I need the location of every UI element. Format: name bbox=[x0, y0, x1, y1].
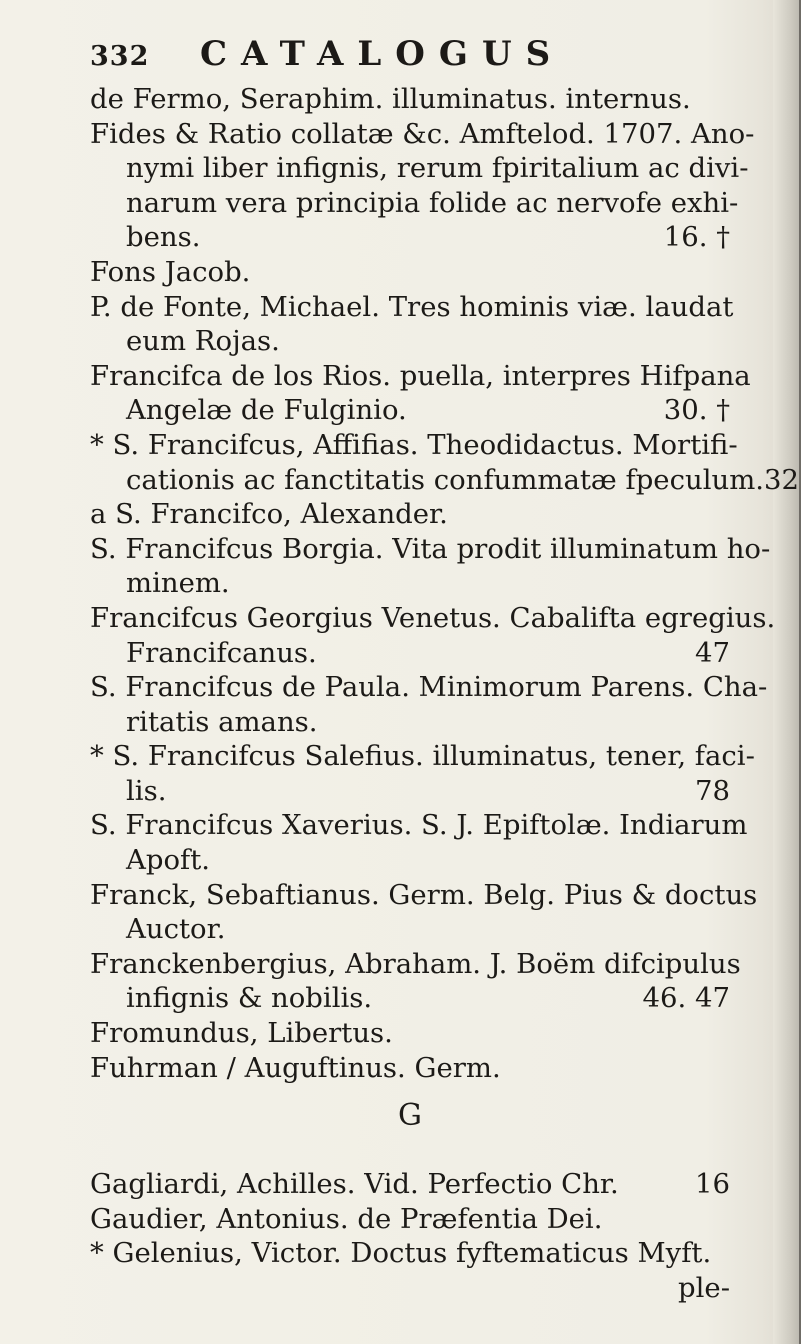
line-text: Fons Jacob. bbox=[90, 255, 251, 288]
page-reference: 46. 47 bbox=[642, 982, 730, 1015]
page-number: 332 bbox=[90, 41, 150, 72]
catalogue-line bbox=[90, 981, 730, 1016]
line-text: * S. Francifcus, Affifias. Theodidactus. Mortifi- bbox=[90, 428, 738, 461]
line-text: eum Rojas. bbox=[126, 325, 280, 358]
catalogue-line bbox=[90, 463, 800, 498]
line-text: de Fermo, Seraphim. illuminatus. internus. bbox=[90, 83, 691, 115]
running-title: CATALOGUS bbox=[200, 34, 565, 74]
catalogue-line bbox=[90, 705, 730, 740]
catalogue-line bbox=[90, 808, 748, 843]
line-text: Fromundus, Libertus. bbox=[90, 1017, 393, 1050]
catalogue-line bbox=[90, 359, 751, 394]
catalogue-line bbox=[90, 82, 730, 117]
line-text: * S. Francifcus Salefius. illuminatus, tener, faci- bbox=[90, 740, 755, 773]
line-text: Franckenbergius, Abraham. J. Boëm difcipulus bbox=[90, 947, 741, 980]
line-text: * Gelenius, Victor. Doctus fyftematicus Myft. bbox=[90, 1237, 712, 1270]
page-header bbox=[90, 34, 650, 80]
catalogue-line bbox=[90, 1051, 730, 1086]
line-text: ple- bbox=[678, 1272, 730, 1304]
catalogue-line bbox=[90, 878, 758, 913]
line-text: a S. Francifco, Alexander. bbox=[90, 498, 448, 531]
catalogue-line bbox=[90, 774, 730, 809]
catalogue-line bbox=[90, 1016, 730, 1051]
line-text: cationis ac fanctitatis confummatæ fpeculum.32 bbox=[126, 463, 800, 496]
line-text: lis. bbox=[126, 774, 167, 807]
line-text: Apoft. bbox=[126, 844, 210, 877]
catalogue-line bbox=[90, 1236, 730, 1271]
line-text: S. Francifcus Borgia. Vita prodit illuminatum ho- bbox=[90, 532, 771, 565]
page-reference: 16. † bbox=[663, 221, 730, 254]
catalogue-line bbox=[90, 290, 734, 325]
catalogue-line bbox=[90, 566, 730, 601]
page-reference: 78 bbox=[695, 774, 730, 807]
line-text: Fuhrman / Auguftinus. Germ. bbox=[90, 1051, 501, 1084]
catalogue-line bbox=[90, 151, 749, 186]
line-text: Franck, Sebaftianus. Germ. Belg. Pius & doctus bbox=[90, 878, 758, 911]
line-text: S. Francifcus de Paula. Minimorum Parens. Cha- bbox=[90, 671, 768, 704]
catalogue-line bbox=[90, 912, 730, 947]
line-text: Auctor. bbox=[126, 913, 226, 946]
line-text: nymi liber infignis, rerum fpiritalium ac divi- bbox=[126, 152, 749, 185]
line-text: Francifca de los Rios. puella, interpres Hifpana bbox=[90, 359, 751, 392]
line-text: Gaudier, Antonius. de Præfentia Dei. bbox=[90, 1202, 603, 1235]
line-text: S. Francifcus Xaverius. S. J. Epiftolæ. Indiarum bbox=[90, 809, 748, 842]
catalogue-line bbox=[90, 1271, 730, 1306]
catalogue-line bbox=[90, 497, 730, 532]
section-letter: G bbox=[398, 1098, 422, 1134]
line-text: Fides & Ratio collatæ &c. Amftelod. 1707. Ano- bbox=[90, 117, 755, 150]
line-text: P. de Fonte, Michael. Tres hominis viæ. laudat bbox=[90, 290, 734, 323]
catalogue-body bbox=[90, 82, 800, 1306]
catalogue-line bbox=[90, 636, 730, 671]
line-text: infignis & nobilis. bbox=[126, 982, 373, 1015]
line-text: Angelæ de Fulginio. bbox=[126, 394, 407, 427]
page-reference: 30. † bbox=[663, 394, 730, 427]
line-text: Francifcus Georgius Venetus. Cabalifta egregius. bbox=[90, 601, 776, 634]
catalogue-line bbox=[90, 428, 738, 463]
line-text: Francifcanus. bbox=[126, 636, 317, 669]
catalogue-line bbox=[90, 186, 739, 221]
catalogue-line bbox=[90, 1202, 730, 1237]
line-text: narum vera principia folide ac nervofe exhi- bbox=[126, 186, 739, 219]
catalogue-line bbox=[90, 601, 776, 636]
catalogue-line bbox=[90, 947, 741, 982]
catalogue-line bbox=[90, 670, 768, 705]
page-reference: 47 bbox=[695, 636, 730, 669]
spacer bbox=[90, 1139, 730, 1167]
spacer bbox=[90, 1085, 730, 1095]
line-text: minem. bbox=[126, 567, 230, 600]
catalogue-line bbox=[90, 739, 755, 774]
catalogue-line bbox=[90, 324, 730, 359]
catalogue-line bbox=[90, 393, 730, 428]
catalogue-line bbox=[90, 220, 730, 255]
line-text: ritatis amans. bbox=[126, 705, 318, 738]
page-reference: 16 bbox=[695, 1168, 730, 1201]
catalogue-line bbox=[90, 1167, 730, 1202]
page-edge bbox=[773, 0, 801, 1344]
catalogue-line bbox=[90, 843, 730, 878]
line-text: Gagliardi, Achilles. Vid. Perfectio Chr. bbox=[90, 1168, 619, 1201]
catalogue-line bbox=[90, 255, 730, 290]
catalogue-line bbox=[90, 117, 755, 152]
catalogue-line bbox=[90, 532, 771, 567]
line-text: bens. bbox=[126, 221, 201, 254]
